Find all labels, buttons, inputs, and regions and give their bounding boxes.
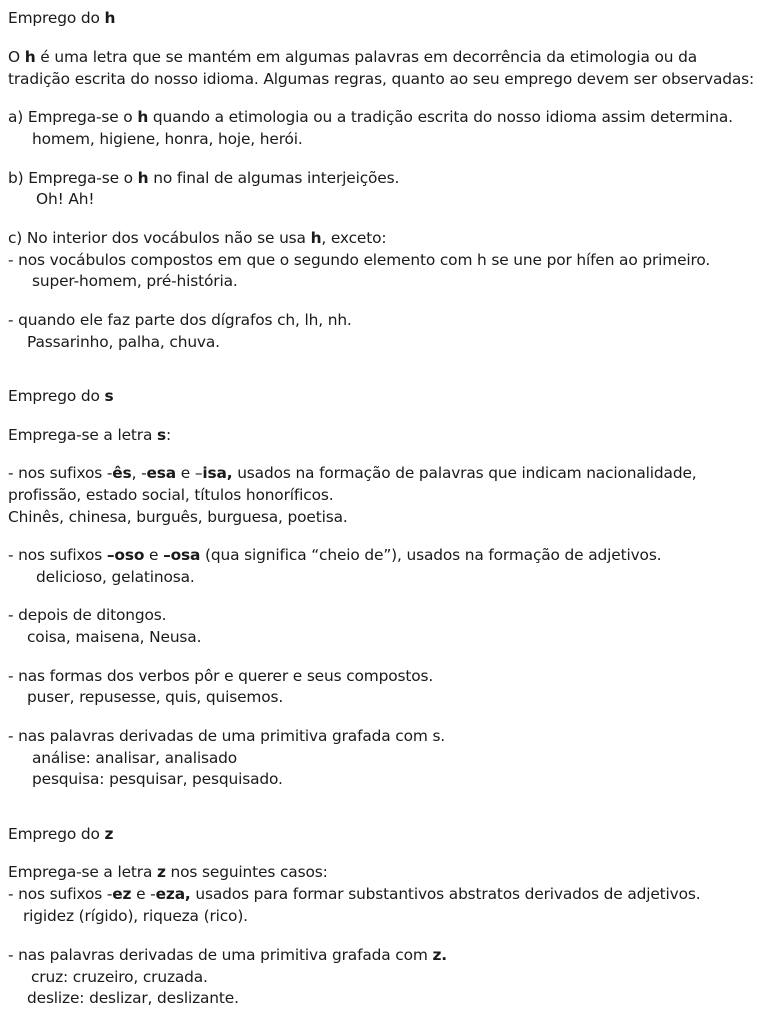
bold-letter: z (156, 863, 166, 881)
text: usados na formação de palavras que indicam nacionalidade, (232, 464, 697, 482)
text: nos seguintes casos: (165, 863, 328, 881)
s-rule-4-example: puser, repusesse, quis, quisemos. (27, 688, 284, 706)
heading-text: Emprego do (8, 825, 105, 843)
rule-b (8, 167, 399, 189)
text: b) Emprega-se o (8, 169, 138, 187)
bold-suffix: isa, (202, 464, 233, 482)
z-rule-2 (8, 944, 447, 966)
section-heading-h (8, 7, 115, 29)
bold-suffix: eza, (155, 885, 191, 903)
heading-text: Emprego do (8, 387, 105, 405)
z-intro (8, 861, 328, 883)
paragraph-line: tradição escrita do nosso idioma. Algumas regras, quanto ao seu emprego devem ser observadas: (8, 70, 755, 88)
text: - nos sufixos - (8, 885, 113, 903)
s-intro (8, 424, 171, 446)
text: , - (131, 464, 147, 482)
text: Emprega-se a letra (8, 863, 157, 881)
rule-b-example: Oh! Ah! (36, 190, 95, 208)
rule-c-item-1: - nos vocábulos compostos em que o segundo elemento com h se une por hífen ao primeiro. (8, 251, 711, 269)
rule-c-item-2-example: Passarinho, palha, chuva. (27, 333, 220, 351)
bold-suffix: –oso (106, 546, 145, 564)
text: usados para formar substantivos abstratos derivados de adjetivos. (190, 885, 701, 903)
text: , exceto: (321, 229, 387, 247)
bold-suffix: ez (112, 885, 132, 903)
z-rule-2-example-1: cruz: cruzeiro, cruzada. (31, 968, 208, 986)
z-rule-2-example-2: deslize: deslizar, deslizante. (27, 989, 239, 1007)
bold-suffix: ês (112, 464, 132, 482)
z-rule-1-example: rigidez (rígido), riqueza (rico). (23, 907, 248, 925)
s-rule-5-example-1: análise: analisar, analisado (32, 749, 238, 767)
text: é uma letra que se mantém em algumas palavras em decorrência da etimologia ou da (35, 48, 697, 66)
text: - nos sufixos - (8, 464, 113, 482)
s-rule-2 (8, 544, 661, 566)
text: c) No interior dos vocábulos não se usa (8, 229, 311, 247)
text: quando a etimologia ou a tradição escrita do nosso idioma assim determina. (148, 108, 733, 126)
text: : (166, 426, 172, 444)
section-heading-s (8, 385, 113, 407)
bold-suffix: esa (146, 464, 177, 482)
s-rule-1-example: Chinês, chinesa, burguês, burguesa, poetisa. (8, 508, 348, 526)
text: e - (131, 885, 156, 903)
s-rule-3: - depois de ditongos. (8, 606, 167, 624)
bold-letter: h (310, 229, 322, 247)
s-rule-3-example: coisa, maisena, Neusa. (27, 628, 202, 646)
text: - nas palavras derivadas de uma primitiva grafada com (8, 946, 433, 964)
section-heading-z (8, 823, 113, 845)
bold-letter: h (137, 169, 149, 187)
text: - nos sufixos (8, 546, 107, 564)
text: (qua significa “cheio de”), usados na formação de adjetivos. (200, 546, 662, 564)
s-rule-5-example-2: pesquisa: pesquisar, pesquisado. (32, 770, 283, 788)
z-rule-1 (8, 883, 701, 905)
text: e – (176, 464, 203, 482)
heading-text: Emprego do (8, 9, 105, 27)
bold-letter: s (156, 426, 166, 444)
bold-letter: z. (432, 946, 447, 964)
heading-letter: z (104, 825, 114, 843)
rule-c (8, 227, 386, 249)
text: Emprega-se a letra (8, 426, 157, 444)
bold-suffix: –osa (163, 546, 201, 564)
rule-a (8, 106, 733, 128)
bold-letter: h (137, 108, 149, 126)
paragraph-line (8, 46, 697, 68)
text: O (8, 48, 25, 66)
rule-c-item-1-example: super-homem, pré-história. (32, 272, 238, 290)
heading-letter: s (104, 387, 114, 405)
s-rule-2-example: delicioso, gelatinosa. (36, 568, 195, 586)
text: a) Emprega-se o (8, 108, 138, 126)
rule-a-example: homem, higiene, honra, hoje, herói. (32, 130, 303, 148)
heading-letter: h (104, 9, 116, 27)
s-rule-1-line-2: profissão, estado social, títulos honoríficos. (8, 486, 334, 504)
bold-letter: h (24, 48, 36, 66)
s-rule-4: - nas formas dos verbos pôr e querer e seus compostos. (8, 667, 434, 685)
s-rule-5: - nas palavras derivadas de uma primitiva grafada com s. (8, 727, 446, 745)
text: no final de algumas interjeições. (148, 169, 400, 187)
text: e (144, 546, 164, 564)
s-rule-1 (8, 462, 697, 484)
rule-c-item-2: - quando ele faz parte dos dígrafos ch, lh, nh. (8, 311, 352, 329)
